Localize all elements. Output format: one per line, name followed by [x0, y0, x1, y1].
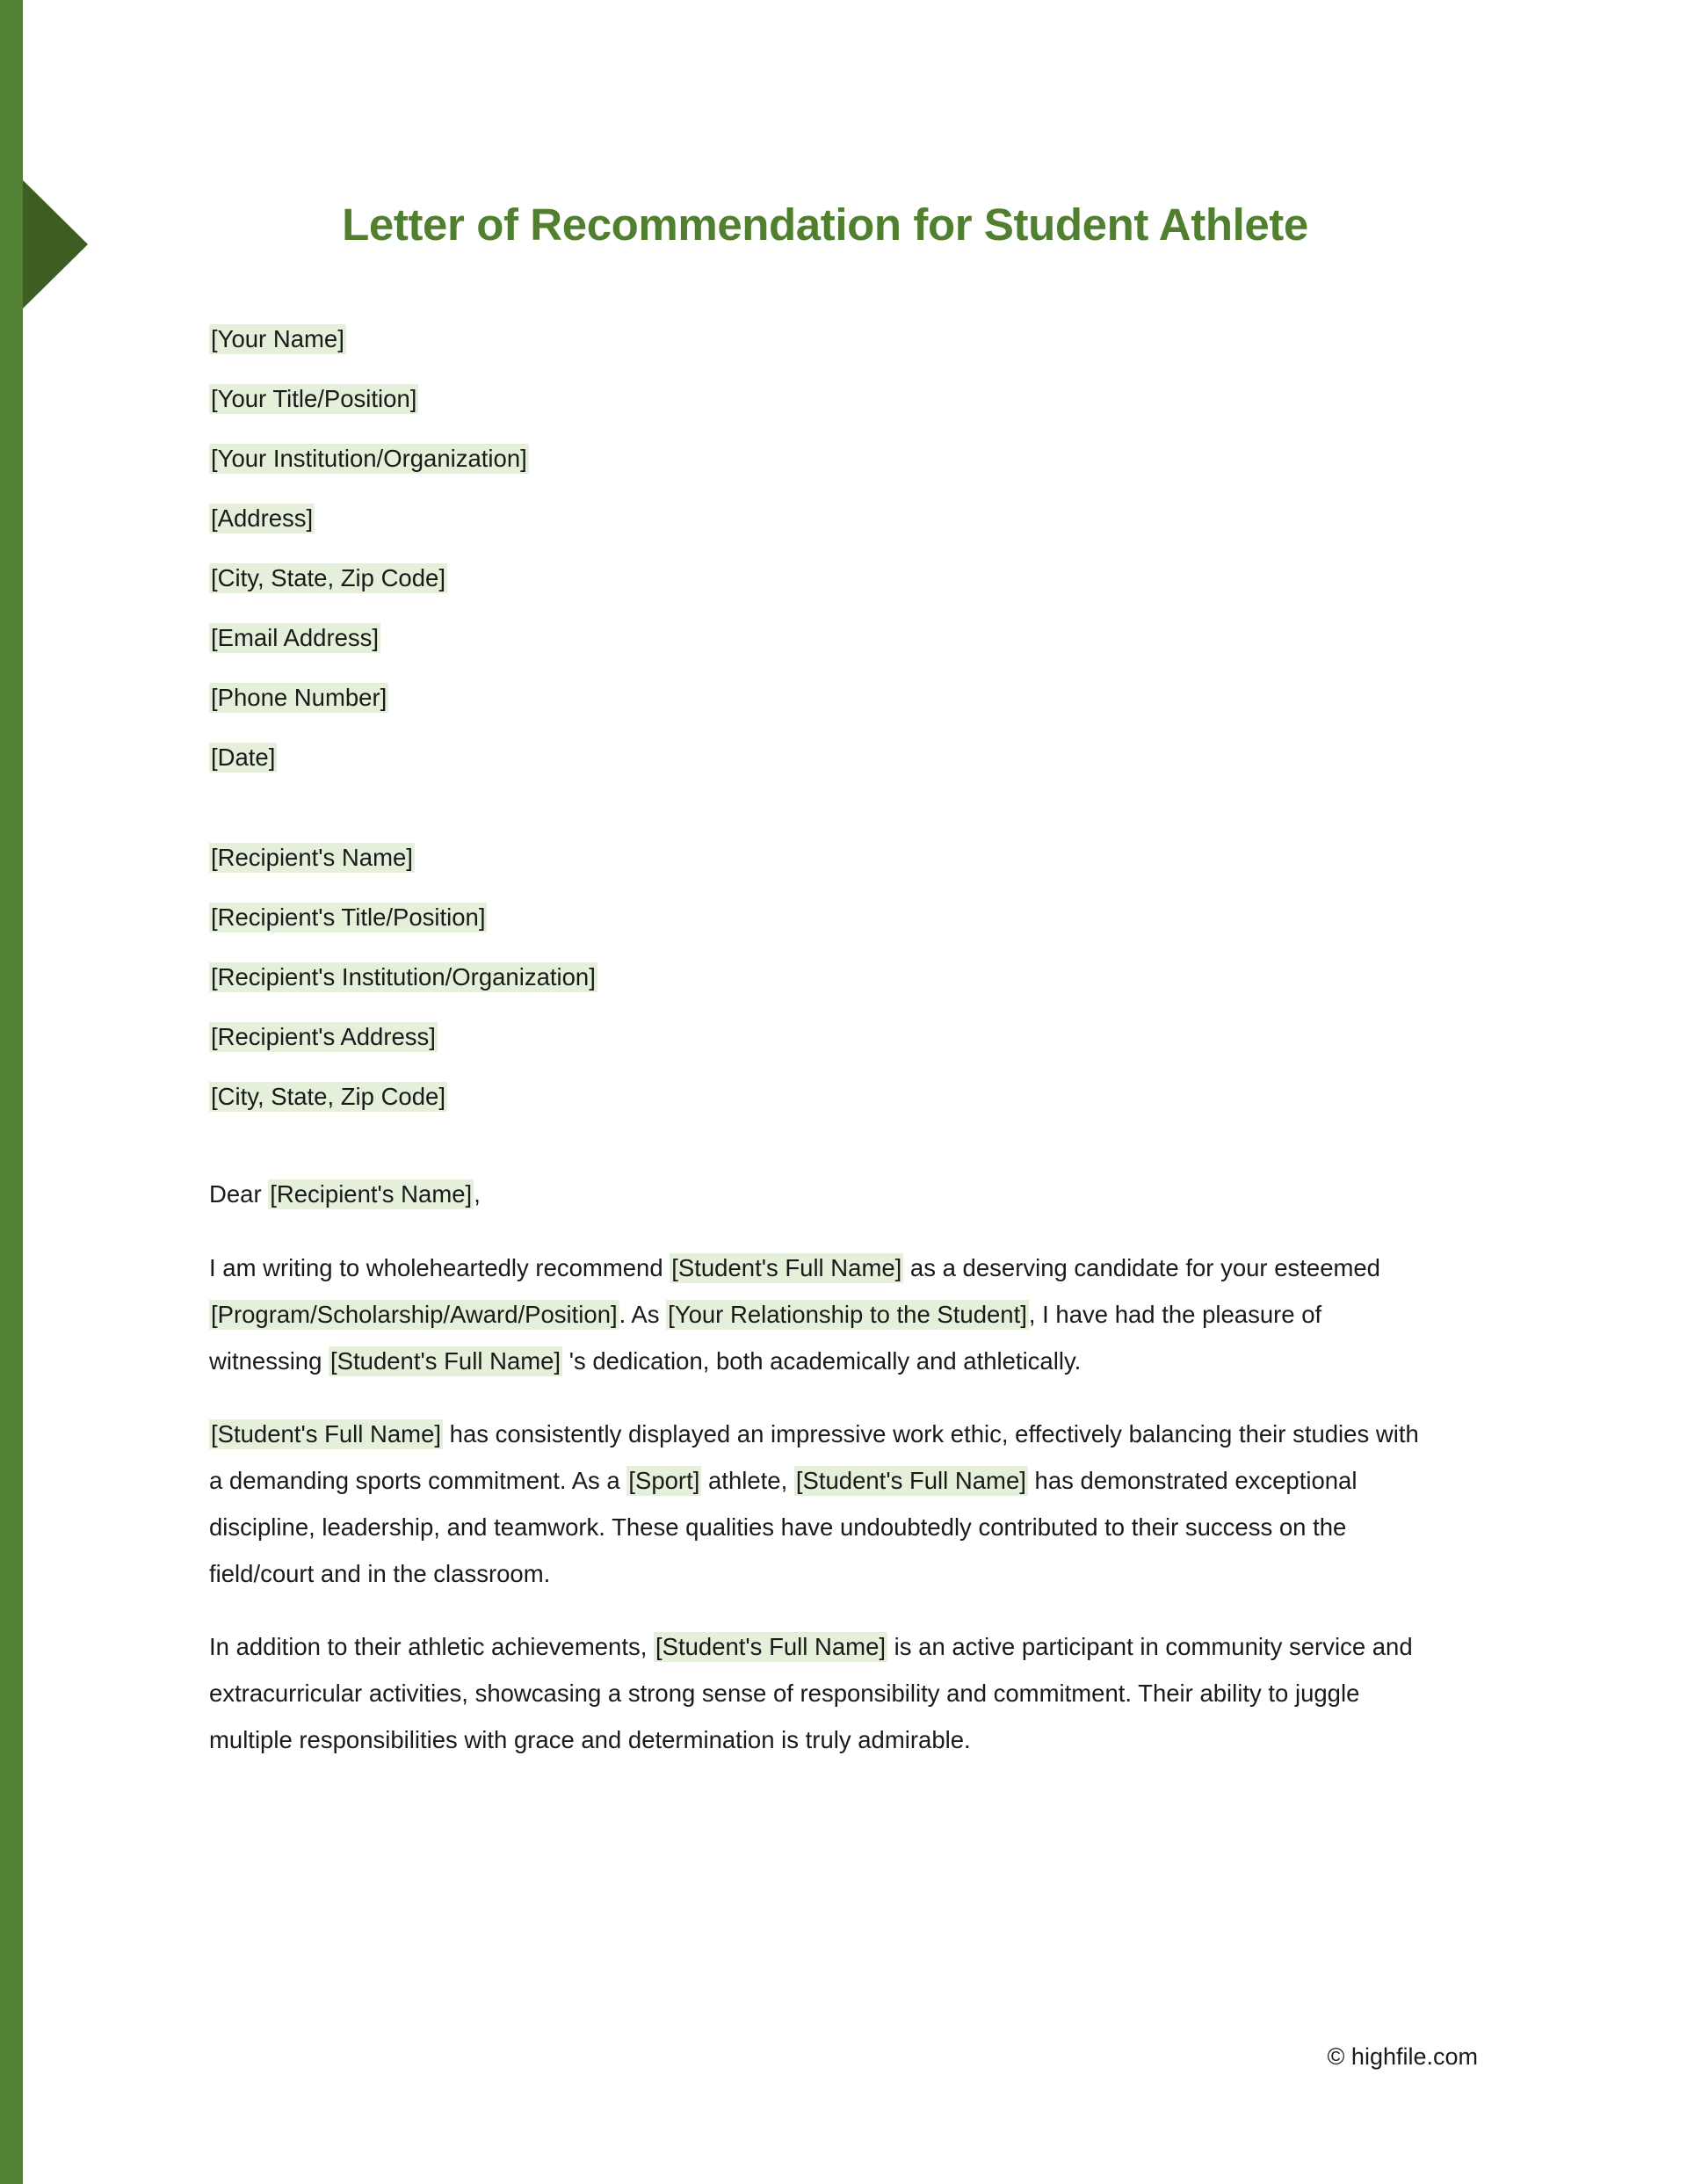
- placeholder-field[interactable]: [City, State, Zip Code]: [211, 564, 445, 591]
- body-text-run: has consistently displayed an impressive work ethic, effectively balancing their studies with a demanding sports commitment. As a: [209, 1420, 1419, 1494]
- body-text-run: . As: [619, 1301, 667, 1328]
- letter-body: [209, 1171, 1439, 1789]
- paragraph-1: [209, 1244, 1435, 1384]
- placeholder-field[interactable]: [Recipient's Address]: [211, 1023, 436, 1050]
- recipient-line: [209, 1007, 1439, 1067]
- placeholder-field[interactable]: [Student's Full Name]: [671, 1254, 902, 1281]
- sender-line: [209, 608, 1439, 668]
- body-text-run: In addition to their athletic achievements,: [209, 1633, 654, 1660]
- body-text-run: 's dedication, both academically and athletically.: [562, 1347, 1082, 1375]
- placeholder-field[interactable]: [Recipient's Name]: [270, 1180, 473, 1208]
- placeholder-field[interactable]: [Date]: [211, 744, 276, 771]
- body-text-run: has demonstrated exceptional discipline, leadership, and teamwork. These qualities have undoubtedly contributed to their success on the field/court and in the classroom.: [209, 1467, 1358, 1587]
- sender-line: [209, 548, 1439, 608]
- placeholder-field[interactable]: [City, State, Zip Code]: [211, 1083, 445, 1110]
- placeholder-field[interactable]: [Student's Full Name]: [330, 1347, 561, 1375]
- placeholder-field[interactable]: [Your Institution/Organization]: [211, 445, 527, 472]
- placeholder-field[interactable]: [Recipient's Name]: [211, 844, 413, 871]
- placeholder-field[interactable]: [Your Title/Position]: [211, 385, 417, 412]
- salutation: [209, 1171, 1439, 1217]
- recipient-line: [209, 947, 1439, 1007]
- placeholder-field[interactable]: [Recipient's Title/Position]: [211, 903, 486, 931]
- right-arrow-icon: [23, 180, 88, 308]
- body-text-run: athlete,: [701, 1467, 794, 1494]
- sender-line: [209, 309, 1439, 369]
- placeholder-field[interactable]: [Your Relationship to the Student]: [668, 1301, 1027, 1328]
- placeholder-field[interactable]: [Student's Full Name]: [795, 1467, 1026, 1494]
- placeholder-field[interactable]: [Sport]: [628, 1467, 700, 1494]
- left-accent-band: [0, 0, 23, 2184]
- paragraph-2: [209, 1411, 1435, 1597]
- placeholder-field[interactable]: [Phone Number]: [211, 684, 387, 711]
- salutation-suffix: ,: [474, 1180, 481, 1208]
- placeholder-field[interactable]: [Your Name]: [211, 325, 344, 352]
- sender-line: [209, 668, 1439, 728]
- recipient-line: [209, 828, 1439, 888]
- placeholder-field[interactable]: [Address]: [211, 504, 314, 532]
- body-text-run: as a deserving candidate for your esteemed: [903, 1254, 1380, 1281]
- placeholder-field[interactable]: [Email Address]: [211, 624, 380, 651]
- placeholder-field[interactable]: [Student's Full Name]: [211, 1420, 442, 1448]
- sender-line: [209, 369, 1439, 429]
- footer-copyright: © highfile.com: [1327, 2043, 1478, 2070]
- sender-line: [209, 728, 1439, 787]
- body-text-run: I am writing to wholeheartedly recommend: [209, 1254, 670, 1281]
- body-text-run: , I have had the pleasure of witnessing: [209, 1301, 1322, 1375]
- placeholder-field[interactable]: [Student's Full Name]: [655, 1633, 887, 1660]
- paragraph-3: [209, 1623, 1435, 1763]
- body-text-run: is an active participant in community service and extracurricular activities, showcasing a strong sense of responsibility and commitment. Their ability to juggle multiple responsibilities with grace and determination is truly admirable.: [209, 1633, 1413, 1753]
- placeholder-field[interactable]: [Recipient's Institution/Organization]: [211, 963, 596, 990]
- recipient-line: [209, 888, 1439, 947]
- sender-address-block: [209, 309, 1439, 787]
- sender-line: [209, 489, 1439, 548]
- recipient-address-block: [209, 828, 1439, 1127]
- placeholder-field[interactable]: [Program/Scholarship/Award/Position]: [211, 1301, 618, 1328]
- recipient-line: [209, 1067, 1439, 1127]
- sender-line: [209, 429, 1439, 489]
- page-title: Letter of Recommendation for Student Athlete: [342, 200, 1308, 250]
- salutation-prefix: Dear: [209, 1180, 269, 1208]
